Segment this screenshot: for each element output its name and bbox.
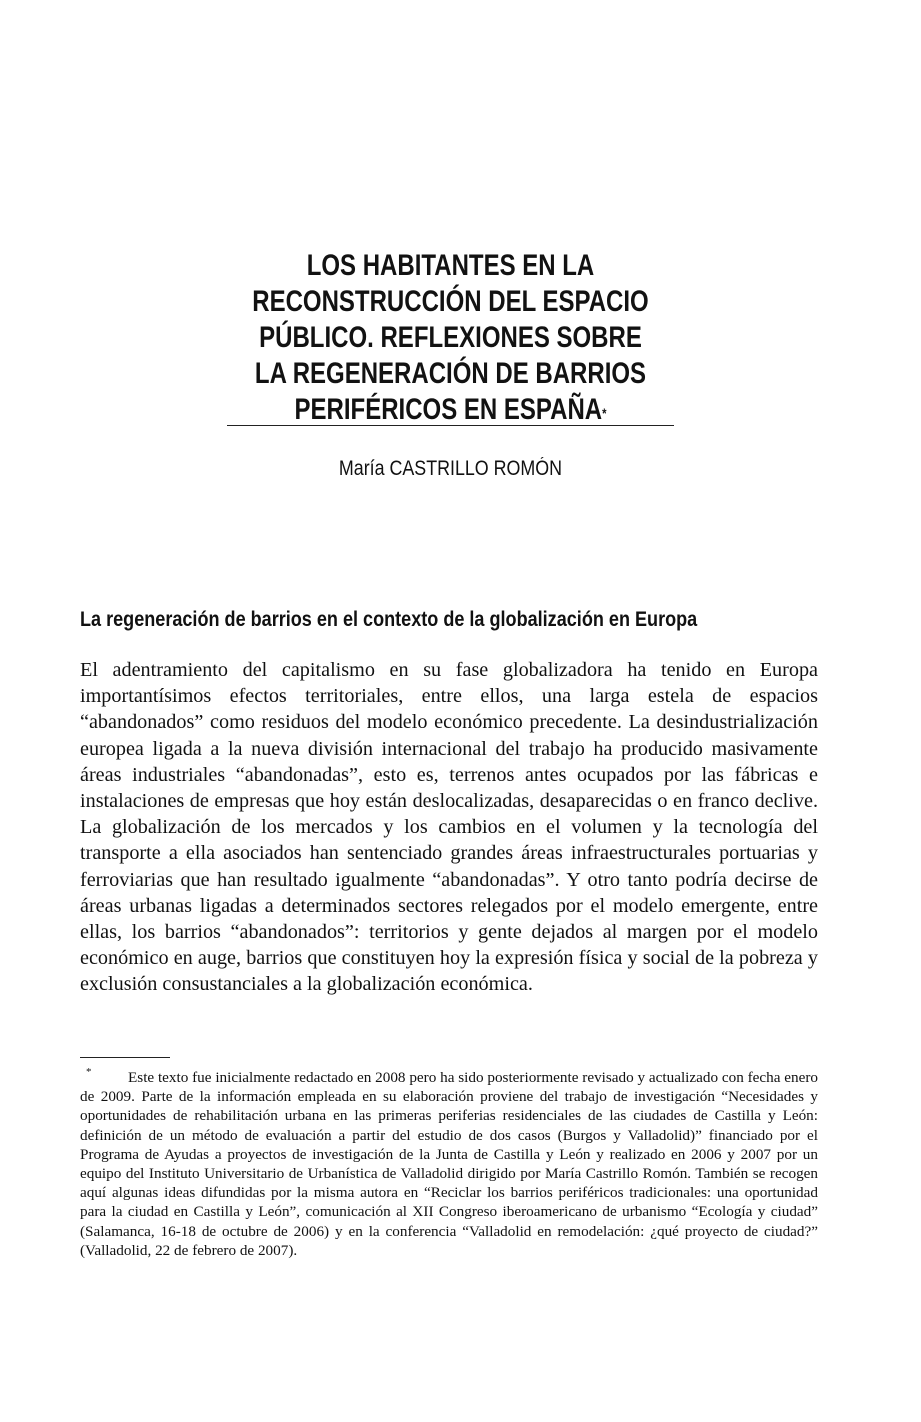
footnote-text: Este texto fue inicialmente redactado en 2008 pero ha sido posteriormente revisado y actualizado con fecha enero de 2009. Parte de la información empleada en su elaboración proviene del trabajo de investigación “Necesidades y oportunidades de rehabilitación urbana en las primeras periferias residenciales de las ciudades de Castilla y León: definición de un método de evaluación a partir del estudio de dos casos (Burgos y Valladolid)” financiado por el Programa de Ayudas a proyectos de investigación de la Junta de Castilla y León y realizado en 2006 y 2007 por un equipo del Instituto Universitario de Urbanística de Valladolid dirigido por María Castrillo Romón. También se recogen aquí algunas ideas difundidas por la misma autora en “Reciclar los barrios periféricos tradicionales: una oportunidad para la ciudad en Castilla y León”, comunicación al XII Congreso iberoamericano de urbanismo “Ecología y ciudad” (Salamanca, 16-18 de octubre de 2006) y en la conferencia “Valladolid en remodelación: ¿qué proyecto de ciudad?” (Valladolid, 22 de febrero de 2007). [80, 1069, 818, 1259]
title-footnote-marker[interactable]: * [602, 405, 607, 421]
author-name: María CASTRILLO ROMÓN [338, 457, 563, 480]
title-line-1: LOS HABITANTES EN LA [306, 249, 595, 282]
title-line-2: RECONSTRUCCIÓN DEL ESPACIO [252, 285, 649, 318]
title-underline-rule [227, 425, 674, 426]
body-paragraph: El adentramiento del capitalismo en su fase globalizadora ha tenido en Europa importantísimos efectos territoriales, entre ellos, una larga estela de espacios “abandonados” como residuos del modelo económico precedente. La desindustrialización europea ligada a la nueva división internacional del trabajo ha producido masivamente áreas industriales “abandonadas”, esto es, terrenos antes ocupados por las fábricas e instalaciones de empresas que hoy están deslocalizadas, desaparecidas o en franco declive. La globalización de los mercados y los cambios en el volumen y la tecnología del transporte a ella asociados han sentenciado grandes áreas infraestructurales portuarias y ferroviarias que han resultado igualmente “abandonadas”. Y otro tanto podría decirse de áreas urbanas ligadas a determinados sectores relegados por el modelo emergente, entre ellas, los barrios “abandonados”: territorios y gente dejados al margen por el modelo económico en auge, barrios que constituyen hoy la expresión física y social de la pobreza y exclusión consustanciales a la globalización económica. [80, 659, 818, 996]
title-line-5 [210, 392, 691, 428]
section-heading: La regeneración de barrios en el contexto de la globalización en Europa [80, 608, 698, 631]
footnote-separator [80, 1057, 170, 1058]
title-line-5-text: PERIFÉRICOS EN ESPAÑA [294, 393, 603, 426]
article-title [210, 248, 691, 428]
footnote-marker: * [86, 1066, 92, 1078]
title-line-4: LA REGENERACIÓN DE BARRIOS [254, 357, 647, 390]
title-line-3: PÚBLICO. REFLEXIONES SOBRE [259, 321, 642, 354]
